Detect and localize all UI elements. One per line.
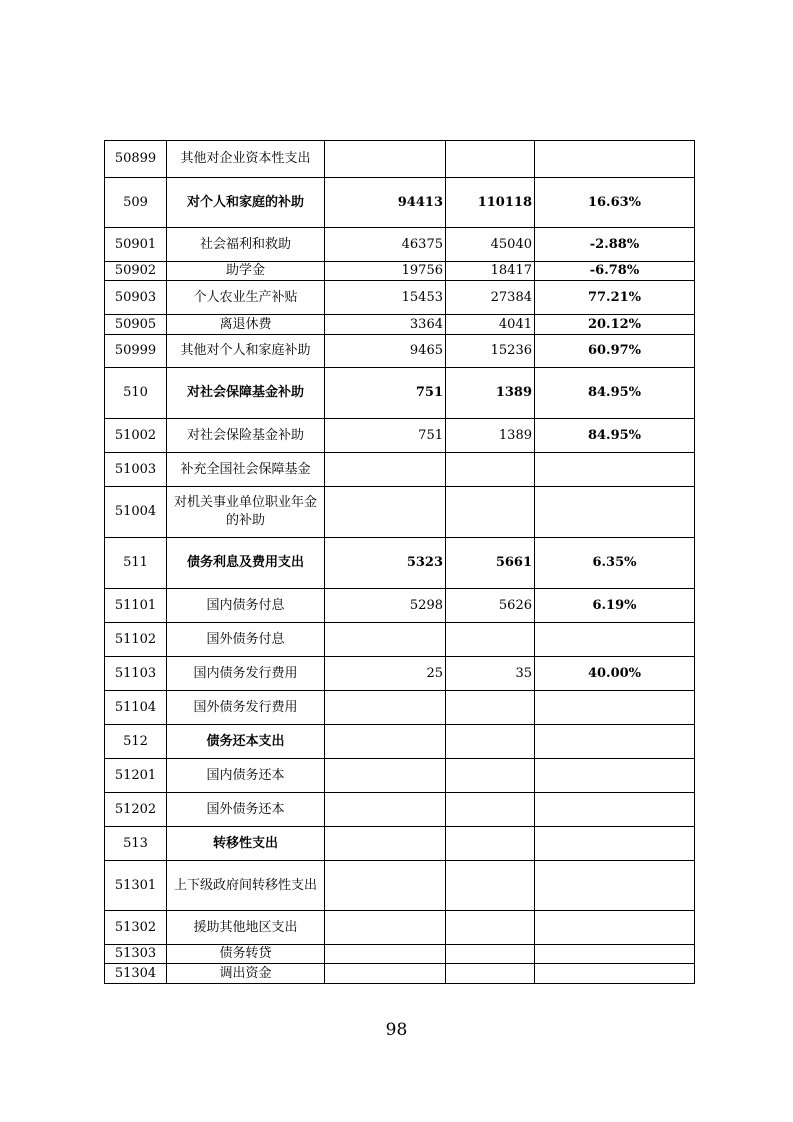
account-name-cell: 离退休费 (167, 315, 325, 335)
account-name-cell: 债务转贷 (167, 945, 325, 964)
current-amount-cell: 15236 (446, 335, 535, 368)
growth-rate-cell (535, 945, 695, 964)
table-row (105, 691, 695, 725)
account-code-cell: 509 (105, 178, 167, 228)
account-name-cell: 补充全国社会保障基金 (167, 453, 325, 487)
prior-amount-cell: 46375 (325, 228, 446, 262)
account-name-cell: 转移性支出 (167, 827, 325, 861)
current-amount-cell: 5661 (446, 538, 535, 589)
account-name-cell: 债务还本支出 (167, 725, 325, 759)
current-amount-cell: 110118 (446, 178, 535, 228)
prior-amount-cell: 19756 (325, 262, 446, 281)
growth-rate-cell: 77.21% (535, 281, 695, 315)
table-row (105, 453, 695, 487)
table-row (105, 228, 695, 262)
page-number: 98 (385, 1020, 408, 1040)
account-name-cell: 对社会保险基金补助 (167, 419, 325, 453)
table-row (105, 589, 695, 623)
current-amount-cell: 5626 (446, 589, 535, 623)
growth-rate-cell (535, 861, 695, 911)
prior-amount-cell (325, 487, 446, 538)
growth-rate-cell (535, 964, 695, 984)
account-code-cell: 50903 (105, 281, 167, 315)
current-amount-cell (446, 827, 535, 861)
growth-rate-cell: -6.78% (535, 262, 695, 281)
table-row (105, 827, 695, 861)
growth-rate-cell: 40.00% (535, 657, 695, 691)
account-code-cell: 51104 (105, 691, 167, 725)
growth-rate-cell: -2.88% (535, 228, 695, 262)
account-code-cell: 51103 (105, 657, 167, 691)
current-amount-cell (446, 911, 535, 945)
growth-rate-cell: 84.95% (535, 368, 695, 419)
current-amount-cell: 45040 (446, 228, 535, 262)
account-name-cell: 调出资金 (167, 964, 325, 984)
account-code-cell: 511 (105, 538, 167, 589)
account-code-cell: 51202 (105, 793, 167, 827)
prior-amount-cell (325, 725, 446, 759)
prior-amount-cell: 9465 (325, 335, 446, 368)
current-amount-cell: 1389 (446, 419, 535, 453)
table-row (105, 945, 695, 964)
account-name-text: 对机关事业单位职业年金的补助 (173, 495, 317, 528)
account-name-cell: 助学金 (167, 262, 325, 281)
growth-rate-cell (535, 725, 695, 759)
account-code-cell: 51301 (105, 861, 167, 911)
account-name-cell: 对社会保障基金补助 (167, 368, 325, 419)
prior-amount-cell: 3364 (325, 315, 446, 335)
table-row (105, 315, 695, 335)
growth-rate-cell (535, 827, 695, 861)
account-name-cell (167, 487, 325, 538)
table-row (105, 487, 695, 538)
growth-rate-cell (535, 141, 695, 178)
growth-rate-cell (535, 691, 695, 725)
account-code-cell: 512 (105, 725, 167, 759)
prior-amount-cell (325, 861, 446, 911)
prior-amount-cell (325, 793, 446, 827)
account-name-cell: 对个人和家庭的补助 (167, 178, 325, 228)
growth-rate-cell (535, 793, 695, 827)
table-row (105, 262, 695, 281)
prior-amount-cell (325, 453, 446, 487)
account-name-cell: 国内债务付息 (167, 589, 325, 623)
prior-amount-cell: 25 (325, 657, 446, 691)
prior-amount-cell (325, 964, 446, 984)
table-row (105, 178, 695, 228)
growth-rate-cell: 20.12% (535, 315, 695, 335)
growth-rate-cell: 84.95% (535, 419, 695, 453)
account-code-cell: 51003 (105, 453, 167, 487)
account-code-cell: 51201 (105, 759, 167, 793)
account-code-cell: 50905 (105, 315, 167, 335)
current-amount-cell (446, 623, 535, 657)
account-name-cell: 国内债务发行费用 (167, 657, 325, 691)
prior-amount-cell: 94413 (325, 178, 446, 228)
prior-amount-cell (325, 623, 446, 657)
current-amount-cell (446, 861, 535, 911)
current-amount-cell: 18417 (446, 262, 535, 281)
table-row (105, 623, 695, 657)
current-amount-cell (446, 691, 535, 725)
table-row (105, 419, 695, 453)
account-name-cell: 个人农业生产补贴 (167, 281, 325, 315)
table-row (105, 657, 695, 691)
budget-table (104, 140, 695, 984)
account-name-cell: 其他对企业资本性支出 (167, 141, 325, 178)
account-name-cell: 国内债务还本 (167, 759, 325, 793)
prior-amount-cell: 15453 (325, 281, 446, 315)
table-row (105, 964, 695, 984)
current-amount-cell (446, 964, 535, 984)
account-name-text: 上下级政府间转移性支出 (173, 877, 317, 893)
account-code-cell: 513 (105, 827, 167, 861)
account-name-cell: 国外债务付息 (167, 623, 325, 657)
account-code-cell: 51302 (105, 911, 167, 945)
table-row (105, 911, 695, 945)
account-name-cell: 其他对个人和家庭补助 (167, 335, 325, 368)
current-amount-cell (446, 759, 535, 793)
current-amount-cell (446, 725, 535, 759)
account-code-cell: 510 (105, 368, 167, 419)
account-code-cell: 50901 (105, 228, 167, 262)
account-code-cell: 51002 (105, 419, 167, 453)
table-row (105, 281, 695, 315)
growth-rate-cell (535, 487, 695, 538)
table-row (105, 759, 695, 793)
prior-amount-cell (325, 141, 446, 178)
current-amount-cell: 27384 (446, 281, 535, 315)
current-amount-cell (446, 487, 535, 538)
account-name-cell: 债务利息及费用支出 (167, 538, 325, 589)
growth-rate-cell: 6.35% (535, 538, 695, 589)
growth-rate-cell (535, 911, 695, 945)
account-code-cell: 51304 (105, 964, 167, 984)
current-amount-cell: 1389 (446, 368, 535, 419)
current-amount-cell: 35 (446, 657, 535, 691)
account-name-cell: 国外债务还本 (167, 793, 325, 827)
prior-amount-cell: 5298 (325, 589, 446, 623)
account-name-cell: 社会福利和救助 (167, 228, 325, 262)
current-amount-cell (446, 945, 535, 964)
growth-rate-cell (535, 759, 695, 793)
account-code-cell: 51303 (105, 945, 167, 964)
account-code-cell: 50902 (105, 262, 167, 281)
table-body (105, 141, 695, 984)
account-code-cell: 51101 (105, 589, 167, 623)
current-amount-cell: 4041 (446, 315, 535, 335)
prior-amount-cell: 5323 (325, 538, 446, 589)
table-row (105, 335, 695, 368)
table-row (105, 861, 695, 911)
account-name-cell: 援助其他地区支出 (167, 911, 325, 945)
table-row (105, 368, 695, 419)
prior-amount-cell: 751 (325, 368, 446, 419)
growth-rate-cell (535, 623, 695, 657)
growth-rate-cell: 6.19% (535, 589, 695, 623)
prior-amount-cell (325, 691, 446, 725)
table-row (105, 538, 695, 589)
current-amount-cell (446, 793, 535, 827)
table-row (105, 141, 695, 178)
account-name-cell: 国外债务发行费用 (167, 691, 325, 725)
current-amount-cell (446, 141, 535, 178)
prior-amount-cell (325, 945, 446, 964)
account-name-cell (167, 861, 325, 911)
account-code-cell: 51102 (105, 623, 167, 657)
table-row (105, 725, 695, 759)
growth-rate-cell: 60.97% (535, 335, 695, 368)
prior-amount-cell (325, 759, 446, 793)
growth-rate-cell: 16.63% (535, 178, 695, 228)
account-code-cell: 50899 (105, 141, 167, 178)
prior-amount-cell: 751 (325, 419, 446, 453)
prior-amount-cell (325, 911, 446, 945)
prior-amount-cell (325, 827, 446, 861)
current-amount-cell (446, 453, 535, 487)
account-code-cell: 51004 (105, 487, 167, 538)
account-code-cell: 50999 (105, 335, 167, 368)
growth-rate-cell (535, 453, 695, 487)
table-row (105, 793, 695, 827)
